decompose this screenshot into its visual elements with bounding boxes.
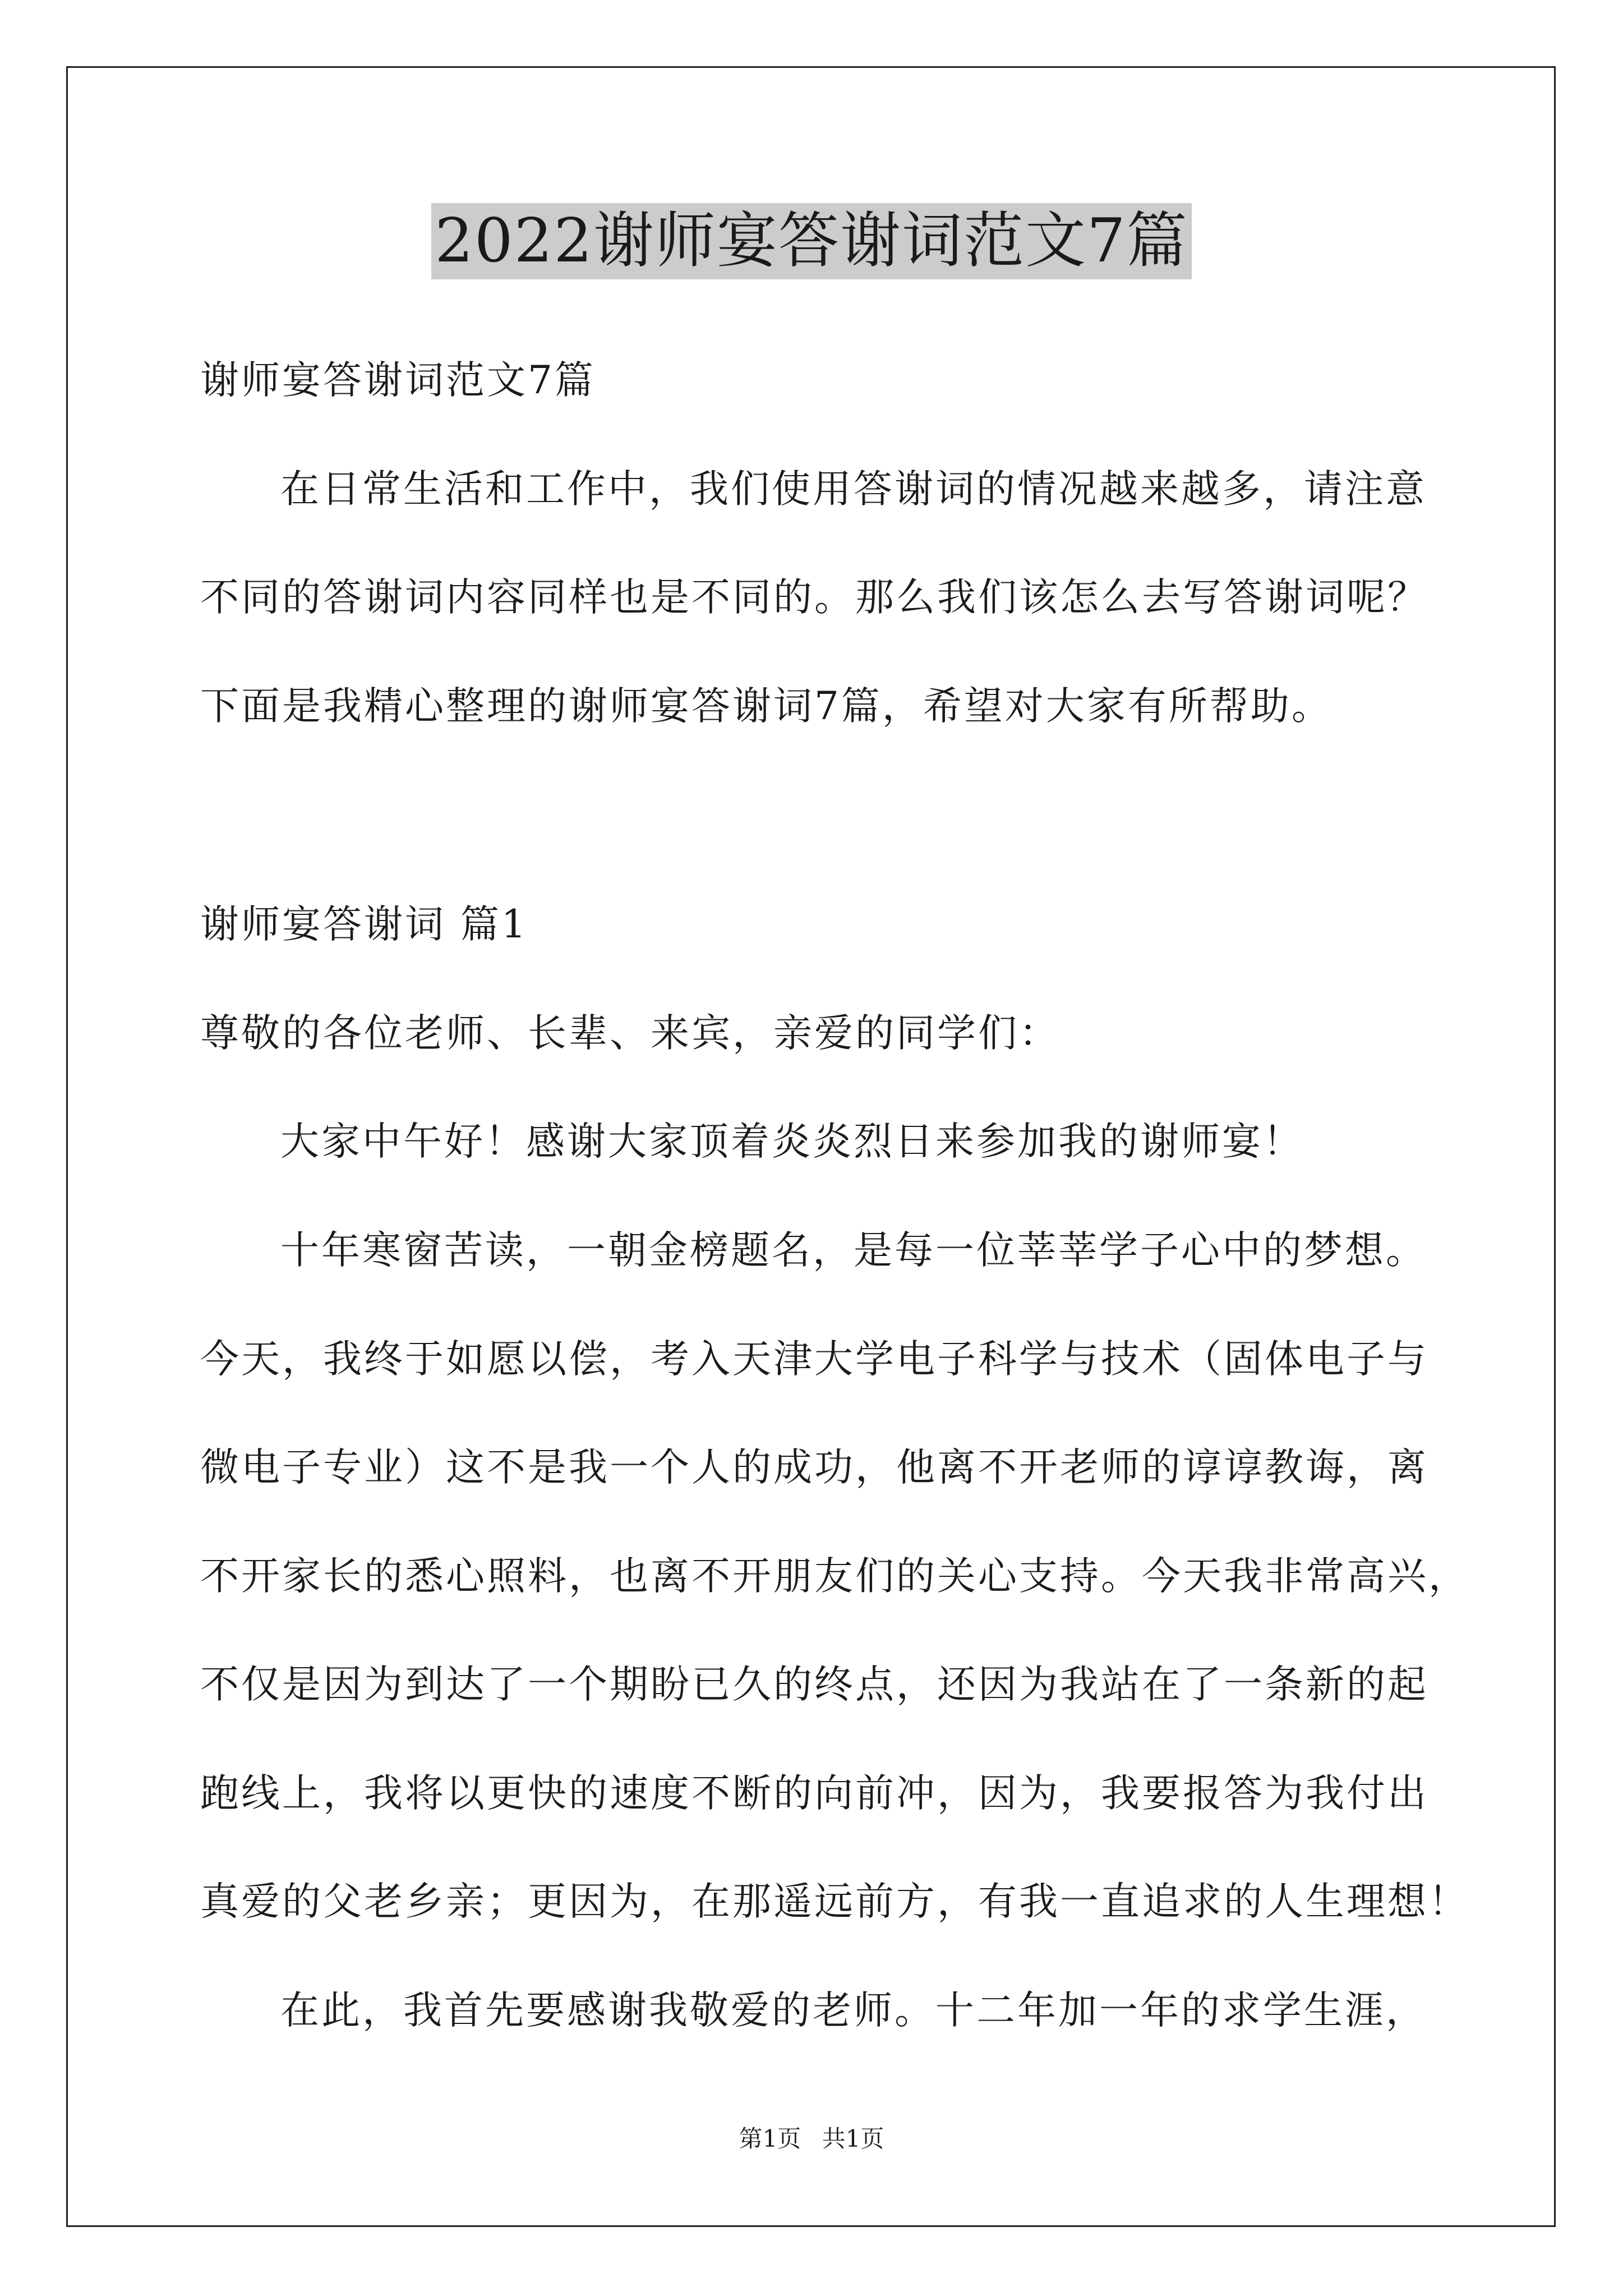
intro-line-3: 下面是我精心整理的谢师宴答谢词7篇，希望对大家有所帮助。	[200, 684, 1332, 729]
body-line: 在此，我首先要感谢我敬爱的老师。十二年加一年的求学生涯，	[280, 1988, 1427, 2033]
greeting: 大家中午好！感谢大家顶着炎炎烈日来参加我的谢师宴！	[280, 1119, 1304, 1164]
intro-line-2: 不同的答谢词内容同样也是不同的。那么我们该怎么去写答谢词呢？	[200, 575, 1428, 620]
body-line: 不仅是因为到达了一个期盼已久的终点，还因为我站在了一条新的起	[200, 1662, 1428, 1707]
body-line: 今天，我终于如愿以偿，考入天津大学电子科学与技术（固体电子与	[200, 1337, 1428, 1382]
body-line: 十年寒窗苦读，一朝金榜题名，是每一位莘莘学子心中的梦想。	[280, 1228, 1427, 1273]
body-line: 不开家长的悉心照料，也离不开朋友们的关心支持。今天我非常高兴，	[200, 1554, 1469, 1599]
intro-line-1: 在日常生活和工作中，我们使用答谢词的情况越来越多，请注意	[280, 467, 1427, 512]
document-title: 2022谢师宴答谢词范文7篇	[431, 203, 1192, 279]
section-heading: 谢师宴答谢词 篇1	[200, 902, 528, 947]
salutation: 尊敬的各位老师、长辈、来宾，亲爱的同学们：	[200, 1011, 1060, 1056]
page-number: 第1页	[739, 2125, 801, 2152]
body-line: 真爱的父老乡亲；更因为，在那遥远前方，有我一直追求的人生理想！	[200, 1879, 1469, 1924]
page-footer	[0, 2123, 1623, 2155]
title-container	[0, 203, 1623, 279]
page-total: 共1页	[822, 2125, 884, 2152]
body-line: 微电子专业）这不是我一个人的成功，他离不开老师的谆谆教诲，离	[200, 1445, 1428, 1490]
subtitle: 谢师宴答谢词范文7篇	[200, 358, 596, 403]
body-line: 跑线上，我将以更快的速度不断的向前冲，因为，我要报答为我付出	[200, 1771, 1428, 1816]
